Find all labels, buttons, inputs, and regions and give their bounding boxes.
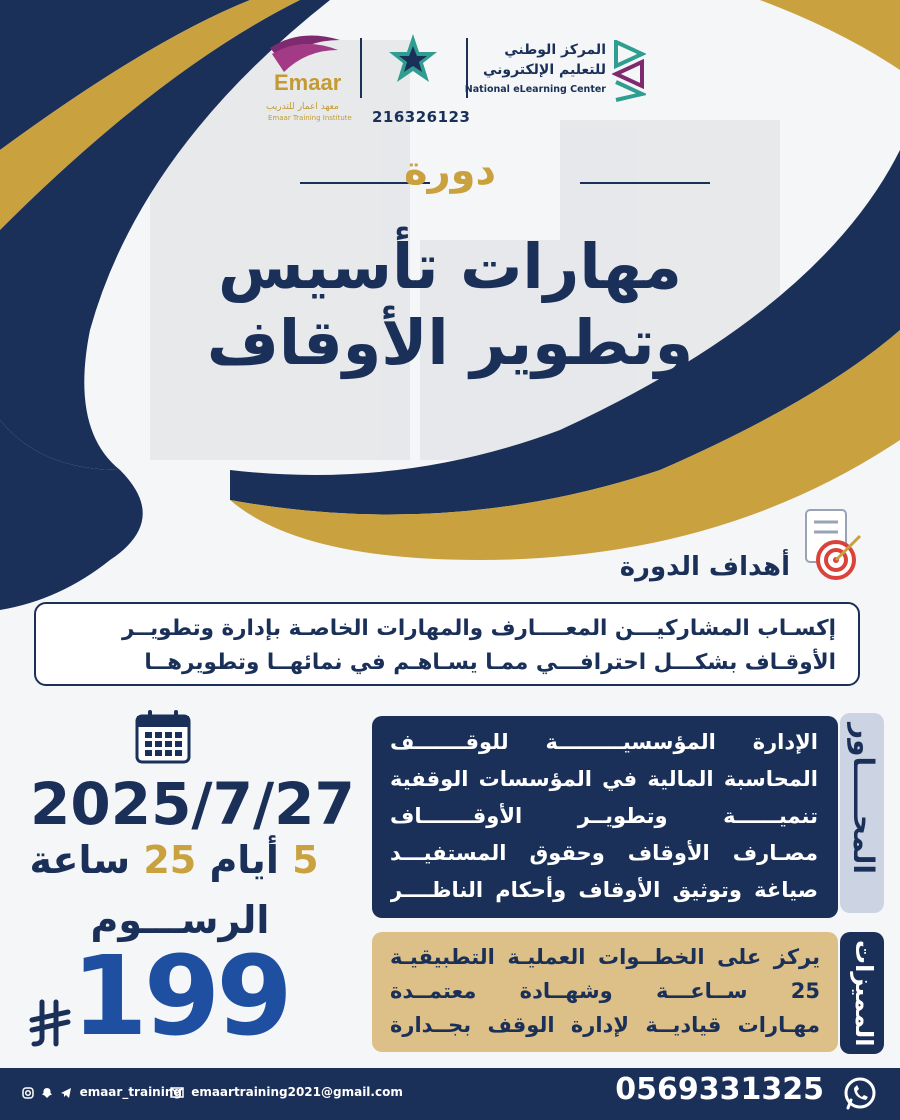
course-title-line1: مهارات تأسيس: [218, 230, 682, 303]
telegram-icon: [60, 1087, 72, 1099]
goals-line-2: الأوقـاف بشكـــل احترافـــي ممـا يسـاهـم في نمائهــا وتطويرهــا: [144, 650, 836, 675]
axes-item: الإدارة المؤسسيـــــــــة للوقـــــــف: [390, 730, 818, 754]
axes-item: المحاسبة المالية في المؤسسات الوقفية: [390, 767, 818, 791]
features-box: [372, 932, 838, 1052]
feature-item: 25 ســاعـــة وشهــادة معتمــدة: [390, 979, 820, 1003]
nelc-logo: [464, 38, 646, 108]
emaar-logo: [260, 28, 352, 122]
social-handle[interactable]: emaar_training: [79, 1085, 182, 1099]
days-word: أيام: [209, 838, 279, 882]
tvtc-logo: [378, 28, 448, 98]
email-address[interactable]: emaartraining2021@gmail.com: [191, 1085, 403, 1099]
snapchat-icon: [41, 1087, 53, 1099]
footer-bar: [0, 1068, 900, 1120]
instagram-icon: [22, 1087, 34, 1099]
phone-number[interactable]: 0569331325: [615, 1072, 824, 1107]
nelc-mark-icon: [612, 40, 646, 102]
course-date: 2025/7/27: [30, 770, 355, 838]
riyal-icon: [28, 998, 72, 1050]
goals-line-1: إكسـاب المشاركيـــن المعــــارف والمهارات الخاصـة بإدارة وتطويــر: [122, 616, 836, 641]
axes-item: تنميــــــة وتطويــر الأوقـــــــاف: [390, 804, 818, 828]
emaar-name-ar: معهد اعمار للتدريب: [266, 102, 339, 112]
course-duration: [24, 838, 324, 882]
course-price: 199: [71, 932, 289, 1060]
emaar-logo-word: Emaar: [274, 70, 342, 95]
features-tab-label: المميزات: [850, 940, 878, 1047]
nelc-name-en: National eLearning Center: [464, 84, 606, 95]
goals-heading: أهداف الدورة: [619, 552, 790, 582]
course-label: دورة: [403, 148, 497, 194]
fees-label: الرســـوم: [90, 898, 270, 942]
tvtc-number: 216326123: [372, 108, 471, 126]
axes-item: صياغة وتوثيق الأوقاف وأحكام الناظــــر: [390, 878, 818, 902]
feature-item: يركز على الخطــوات العمليـة التطبيقيـة: [390, 945, 820, 969]
nelc-name-ar-2: للتعليم الإلكتروني: [482, 62, 606, 78]
email-link[interactable]: [170, 1085, 403, 1099]
course-title-line2: وتطوير الأوقاف: [206, 306, 694, 379]
axes-tab-label: المحـــــاور: [847, 723, 880, 874]
features-tab: [840, 932, 884, 1054]
calendar-icon: [134, 708, 192, 766]
hours-word: ساعة: [29, 838, 131, 882]
logos-bar: [260, 28, 640, 128]
axes-tab: [840, 713, 884, 913]
whatsapp-icon[interactable]: [842, 1076, 878, 1112]
hours-number: 25: [143, 838, 197, 882]
emaar-name-en: Emaar Training Institute: [268, 114, 352, 122]
axes-item: مصـارف الأوقاف وحقوق المستفيـــد: [390, 841, 818, 865]
goals-box: [34, 602, 860, 686]
nelc-name-ar-1: المركز الوطني: [504, 42, 606, 58]
axes-box: [372, 716, 838, 918]
feature-item: مهـارات قياديــة لإدارة الوقف بجــدارة: [390, 1013, 820, 1037]
logo-divider: [360, 38, 362, 98]
target-icon: [792, 506, 870, 584]
days-number: 5: [292, 838, 319, 882]
mail-icon: [170, 1087, 184, 1098]
social-links[interactable]: [22, 1085, 182, 1099]
